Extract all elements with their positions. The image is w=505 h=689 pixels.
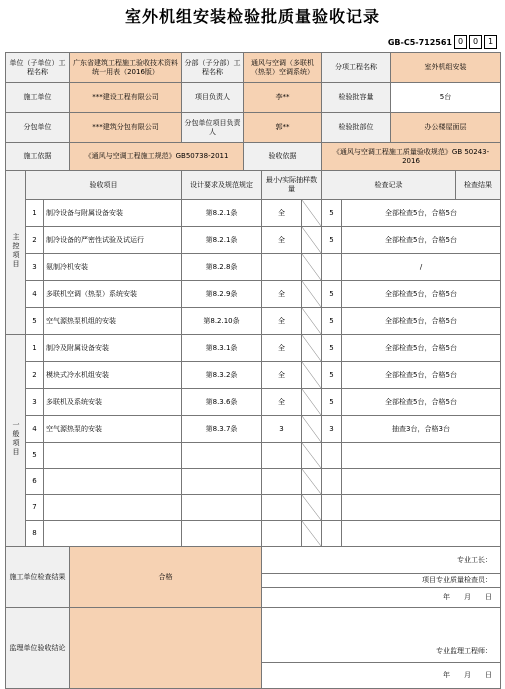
table-row (6, 281, 501, 308)
col-sample: 最小/实际抽样数量 (262, 171, 322, 200)
slash-cell (302, 416, 322, 443)
contractor-check-label: 施工单位检查结果 (6, 547, 70, 608)
item-clause (182, 443, 262, 469)
header-row-contractor (6, 83, 501, 113)
item-clause (182, 521, 262, 547)
column-header-row (6, 171, 501, 200)
basis-label: 施工依据 (6, 143, 70, 171)
slash-cell (302, 227, 322, 254)
form-title: 室外机组安装检验批质量验收记录 (124, 7, 380, 26)
item-name (44, 443, 182, 469)
slash-cell (302, 495, 322, 521)
code-box: 1 (484, 35, 497, 49)
item-name: 模块式冷水机组安装 (44, 362, 182, 389)
item-actual: 3 (322, 416, 342, 443)
location-value: 办公楼屋面层 (391, 113, 501, 143)
item-clause: 第8.2.1条 (182, 227, 262, 254)
unit-value: 广东省建筑工程施工验收技术资料统一用表（2016版） (70, 53, 182, 83)
item-min: 全 (262, 308, 302, 335)
sub-pm-value: 郭** (244, 113, 322, 143)
contractor-label: 施工单位 (6, 83, 70, 113)
item-name (44, 495, 182, 521)
item-no: 1 (26, 335, 44, 362)
item-record (342, 469, 501, 495)
item-record: 抽查3台，合格3台 (342, 416, 501, 443)
item-name: 制冷设备与附属设备安装 (44, 200, 182, 227)
item-actual: 5 (322, 200, 342, 227)
item-min: 全 (262, 200, 302, 227)
item-min: 全 (262, 281, 302, 308)
item-actual: 5 (322, 227, 342, 254)
contractor-value: ***建设工程有限公司 (70, 83, 182, 113)
item-actual: 5 (322, 335, 342, 362)
item-name: 制冷设备的严密性试验及试运行 (44, 227, 182, 254)
item-record: / (342, 254, 501, 281)
item-min: 全 (262, 389, 302, 416)
code-box: 0 (454, 35, 467, 49)
header-row-project (6, 53, 501, 83)
item-name: 氨制冷机安装 (44, 254, 182, 281)
item-clause: 第8.2.1条 (182, 200, 262, 227)
item-clause: 第8.3.6条 (182, 389, 262, 416)
basis-value: 《通风与空调工程施工规范》GB50738-2011 (70, 143, 244, 171)
item-clause (182, 469, 262, 495)
item-actual: 5 (322, 389, 342, 416)
col-item: 验收项目 (26, 171, 182, 200)
item-record: 全部检查5台，合格5台 (342, 200, 501, 227)
sub-value: ***建筑分包有限公司 (70, 113, 182, 143)
item-min (262, 254, 302, 281)
item-min (262, 443, 302, 469)
slash-cell (302, 362, 322, 389)
sub-label: 分包单位 (6, 113, 70, 143)
slash-cell (302, 335, 322, 362)
item-record (342, 521, 501, 547)
inspection-table (5, 52, 501, 689)
item-clause: 第8.3.1条 (182, 335, 262, 362)
item-clause: 第8.2.9条 (182, 281, 262, 308)
item-min: 3 (262, 416, 302, 443)
col-record: 检查记录 (322, 171, 456, 200)
supervisor-row-1 (6, 608, 501, 663)
supervisor-date: 年 月 日 (262, 663, 501, 689)
table-row (6, 469, 501, 495)
division-label: 分部（子分部）工程名称 (182, 53, 244, 83)
item-record: 全部检查5台，合格5台 (342, 227, 501, 254)
item-name: 空气源热泵机组的安装 (44, 308, 182, 335)
subitem-value: 室外机组安装 (391, 53, 501, 83)
item-record (342, 443, 501, 469)
item-min (262, 521, 302, 547)
item-no: 3 (26, 389, 44, 416)
table-row (6, 521, 501, 547)
batch-qty-value: 5台 (391, 83, 501, 113)
item-min (262, 495, 302, 521)
item-no: 2 (26, 362, 44, 389)
col-result: 检查结果 (456, 171, 501, 200)
contractor-check-result: 合格 (70, 547, 262, 608)
item-name: 多联机空调（热泵）系统安装 (44, 281, 182, 308)
division-value: 通风与空调（多联机（热泵）空调系统） (244, 53, 322, 83)
general-section-label: 一般项目 (6, 335, 26, 547)
item-name: 多联机及系统安装 (44, 389, 182, 416)
table-row (6, 362, 501, 389)
item-no: 5 (26, 443, 44, 469)
contractor-check-row-1 (6, 547, 501, 574)
item-no: 8 (26, 521, 44, 547)
item-clause: 第8.3.7条 (182, 416, 262, 443)
main-section-label: 主控项目 (6, 171, 26, 335)
slash-cell (302, 308, 322, 335)
item-actual (322, 469, 342, 495)
item-no: 2 (26, 227, 44, 254)
item-no: 1 (26, 200, 44, 227)
supervisor-conclusion (70, 608, 262, 689)
item-no: 7 (26, 495, 44, 521)
engineer-label: 专业监理工程师： (262, 608, 501, 663)
table-row (6, 254, 501, 281)
slash-cell (302, 254, 322, 281)
supervisor-label: 监理单位验收结论 (6, 608, 70, 689)
item-actual (322, 443, 342, 469)
table-row (6, 308, 501, 335)
form-code (388, 34, 497, 50)
table-row (6, 389, 501, 416)
item-actual (322, 254, 342, 281)
item-record (342, 495, 501, 521)
accept-basis-label: 验收依据 (244, 143, 322, 171)
table-row (6, 416, 501, 443)
subitem-label: 分项工程名称 (322, 53, 391, 83)
header-row-basis (6, 143, 501, 171)
item-record: 全部检查5台，合格5台 (342, 362, 501, 389)
item-clause: 第8.2.10条 (182, 308, 262, 335)
item-name: 空气源热泵的安装 (44, 416, 182, 443)
form-code-label: GB-C5-712561 (387, 37, 452, 47)
sub-pm-label: 分包单位项目负责人 (182, 113, 244, 143)
contractor-date: 年 月 日 (262, 588, 501, 608)
pm-label: 项目负责人 (182, 83, 244, 113)
item-actual: 5 (322, 362, 342, 389)
qc-label: 项目专业质量检查员： (262, 574, 501, 588)
code-box: 0 (469, 35, 482, 49)
slash-cell (302, 281, 322, 308)
item-actual: 5 (322, 308, 342, 335)
location-label: 检验批部位 (322, 113, 391, 143)
table-row (6, 227, 501, 254)
item-clause (182, 495, 262, 521)
foreman-label: 专业工长： (262, 547, 501, 574)
batch-qty-label: 检验批容量 (322, 83, 391, 113)
slash-cell (302, 521, 322, 547)
item-clause: 第8.3.2条 (182, 362, 262, 389)
accept-basis-value: 《通风与空调工程施工质量验收规范》GB 50243-2016 (322, 143, 501, 171)
table-row (6, 200, 501, 227)
item-no: 5 (26, 308, 44, 335)
col-design: 设计要求及规范规定 (182, 171, 262, 200)
item-name (44, 521, 182, 547)
item-record: 全部检查5台，合格5台 (342, 389, 501, 416)
item-record: 全部检查5台，合格5台 (342, 281, 501, 308)
item-name (44, 469, 182, 495)
item-clause: 第8.2.8条 (182, 254, 262, 281)
item-no: 4 (26, 416, 44, 443)
item-actual: 5 (322, 281, 342, 308)
table-row (6, 495, 501, 521)
header-row-subcontractor (6, 113, 501, 143)
item-record: 全部检查5台，合格5台 (342, 335, 501, 362)
item-min: 全 (262, 335, 302, 362)
item-min: 全 (262, 362, 302, 389)
table-row (6, 443, 501, 469)
pm-value: 李** (244, 83, 322, 113)
slash-cell (302, 389, 322, 416)
unit-label: 单位（子单位）工程名称 (6, 53, 70, 83)
item-actual (322, 521, 342, 547)
slash-cell (302, 443, 322, 469)
item-no: 4 (26, 281, 44, 308)
slash-cell (302, 469, 322, 495)
item-no: 3 (26, 254, 44, 281)
item-record: 全部检查5台，合格5台 (342, 308, 501, 335)
item-name: 制冷及附属设备安装 (44, 335, 182, 362)
item-actual (322, 495, 342, 521)
item-min: 全 (262, 227, 302, 254)
table-row (6, 335, 501, 362)
item-min (262, 469, 302, 495)
item-no: 6 (26, 469, 44, 495)
slash-cell (302, 200, 322, 227)
